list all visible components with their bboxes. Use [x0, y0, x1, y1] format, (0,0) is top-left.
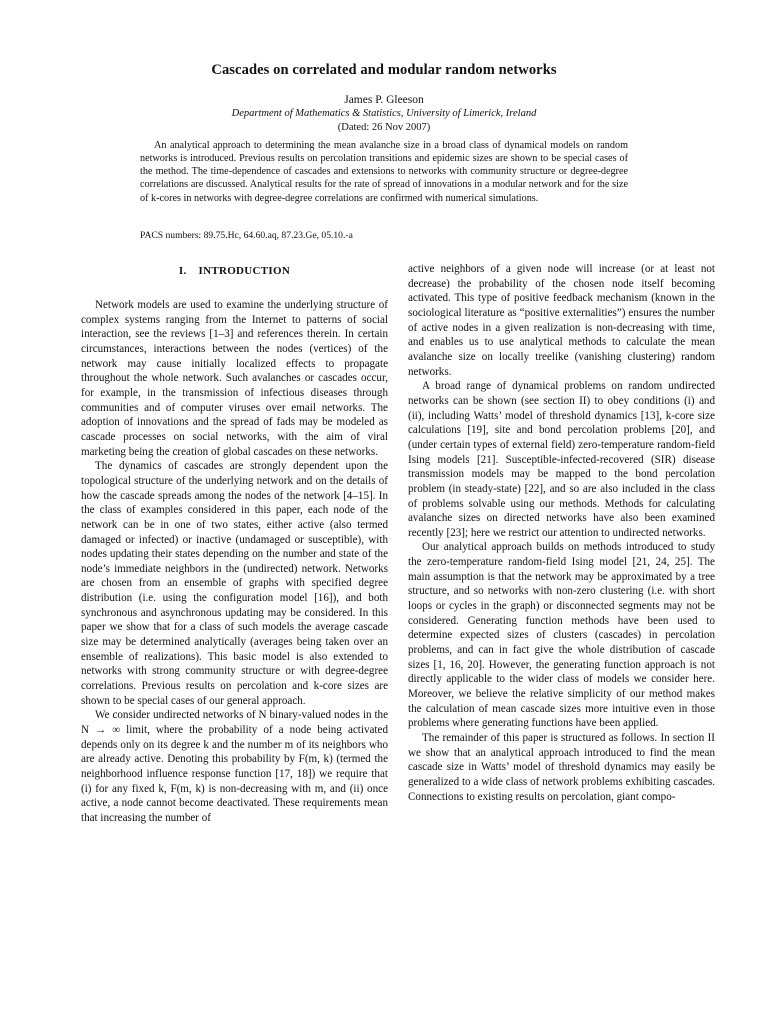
section-heading — [81, 264, 388, 279]
left-column — [81, 264, 388, 826]
section-title: INTRODUCTION — [198, 265, 291, 277]
author-affiliation: Department of Mathematics & Statistics, University of Limerick, Ireland — [231, 108, 537, 119]
paragraph: A broad range of dynamical problems on random undirected networks can be shown (see section II) to obey conditions (i) and (ii), including Watts’ model of threshold dynamics [13], k-core size calculations [19], site and bond percolation problems [20], and (under certain types of external field) zero-temperature random-field Ising models [21]. Susceptible-infected-recovered (SIR) disease transmission models may be mapped to the bond percolation problem (in steady-state) [22], and so are also included in the class of problems solvable using our methods. Methods for calculating avalanche sizes on directed networks have also been examined recently [23]; here we restrict our attention to undirected networks. — [408, 380, 715, 539]
paragraph: We consider undirected networks of N binary-valued nodes in the N → ∞ limit, where the probability of a node being activated depends only on its degree k and the number m of its neighbors who are already active. Denoting this probability by F(m, k) (termed the neighborhood influence response function [17, 18]) we require that (i) for any fixed k, F(m, k) is non-decreasing with m, and (ii) once active, a node cannot become deactivated. These requirements mean that increasing the number of — [81, 709, 388, 824]
section-number: I. — [178, 265, 187, 277]
paragraph: The dynamics of cascades are strongly dependent upon the topological structure of the underlying network and on the details of how the cascade spreads among the nodes of the network [4–15]. In the class of examples considered in this paper, each node of the network can be in one of two states, either active (also termed damaged or infected) or inactive (undamaged or susceptible), with nodes updating their states depending on the number and state of the node’s immediate neighbors in the (undirected) network. Networks are chosen from an ensemble of graphs with specified degree distribution (i.e. using the configuration model [16]), and both synchronous and asynchronous updating may be considered. In this paper we show that for a class of such models the average cascade size may be determined analytically (averages being taken over an ensemble of realizations). This basic model is also extended to networks with strong community structure or with degree-degree correlations. Previous results on percolation and k-core sizes are shown to be special cases of our general approach. — [81, 460, 388, 707]
paper-title: Cascades on correlated and modular random networks — [211, 62, 557, 78]
author-name: James P. Gleeson — [344, 94, 424, 106]
paragraph: Network models are used to examine the underlying structure of complex systems ranging from the Internet to patterns of social interaction, see the reviews [1–3] and references therein. In certain circumstances, interactions between the nodes (vertices) of the network may cause initially localized effects to propagate throughout the whole network. Such avalanches or cascades occur, for example, in the transmission of infectious diseases through communities and of computer viruses over email networks. The adoption of innovations and the spread of fads may be modeled as cascade processes on social networks, with the aim of viral marketing being the creation of global cascades on these networks. — [81, 299, 388, 458]
date-line: (Dated: 26 Nov 2007) — [337, 122, 431, 133]
paragraph: The remainder of this paper is structured as follows. In section II we show that an analytical approach introduced to find the mean cascade size in Watts’ model of threshold dynamics may easily be generalized to a wide class of network problems exhibiting cascades. Connections to existing results on percolation, giant compo- — [408, 732, 715, 803]
pacs-numbers: PACS numbers: 89.75.Hc, 64.60.aq, 87.23.Ge, 05.10.-a — [140, 230, 353, 241]
abstract: An analytical approach to determining the mean avalanche size in a broad class of dynamical models on random networks is introduced. Previous results on percolation transitions and epidemic sizes are shown to be special cases of the method. The time-dependence of cascades and extensions to networks with community structure or degree-degree correlations are discussed. Analytical results for the rate of spread of innovations in a modular network and for the size of k-cores in networks with degree-degree correlations are confirmed with numerical simulations. — [140, 140, 628, 204]
right-column — [408, 262, 715, 804]
paragraph: Our analytical approach builds on methods introduced to study the zero-temperature random-field Ising model [21, 24, 25]. The main assumption is that the network may be approximated by a tree structure, and so networks with non-zero clustering (i.e. with short loops or cycles in the graph) or disconnected segments may not be considered. Generating function methods have been used to determine expected sizes of clusters (cascades) in percolation problems, and can in fact give the whole distribution of cascade sizes [1, 16, 20]. However, the generating function approach is not directly applicable to the wider class of models we consider here. Moreover, we believe the relative simplicity of our method makes the calculation of mean cascade sizes more intuitive even in those problems where generating functions have been applied. — [408, 541, 715, 730]
paragraph: active neighbors of a given node will increase (or at least not decrease) the probability of the chosen node itself becoming activated. This type of positive feedback mechanism (known in the sociological literature as “positive externalities”) ensures the number of active nodes in a given realization is non-decreasing with time, and enables us to use analytical methods to calculate the mean avalanche size on locally treelike (vanishing clustering) random networks. — [408, 263, 715, 378]
